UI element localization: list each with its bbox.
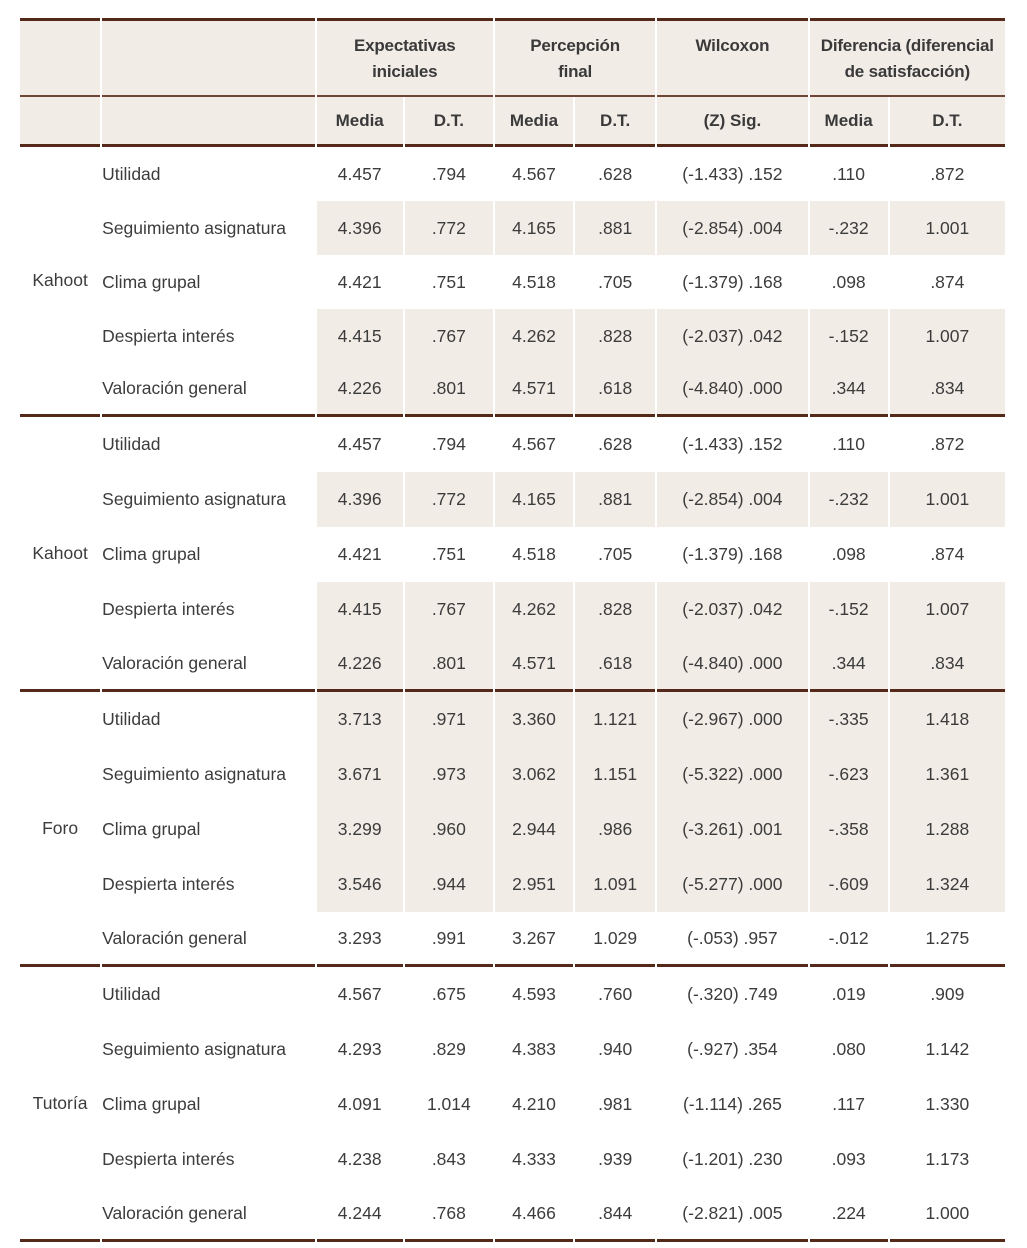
cell-value: (-5.277) .000 [657, 857, 807, 912]
cell-value: 4.333 [495, 1132, 573, 1187]
cell-value: .834 [890, 637, 1005, 692]
cell-value: 4.226 [317, 637, 403, 692]
table-row [20, 1077, 1005, 1132]
row-label: Clima grupal [102, 1077, 314, 1132]
cell-value: .794 [405, 147, 493, 201]
cell-value: 4.091 [317, 1077, 403, 1132]
table-row [20, 417, 1005, 472]
cell-value: .110 [810, 417, 888, 472]
table-header [20, 18, 1005, 147]
row-label: Valoración general [102, 363, 314, 417]
row-label: Seguimiento asignatura [102, 1022, 314, 1077]
cell-value: 4.262 [495, 309, 573, 363]
cell-value: .881 [575, 472, 655, 527]
cell-value: (-1.379) .168 [657, 527, 807, 582]
cell-value: .344 [810, 637, 888, 692]
cell-value: (-5.322) .000 [657, 747, 807, 802]
cell-value: 4.518 [495, 527, 573, 582]
table-row [20, 147, 1005, 201]
cell-value: .772 [405, 201, 493, 255]
group-label: Kahoot [20, 147, 100, 417]
table-row [20, 637, 1005, 692]
cell-value: 4.567 [495, 417, 573, 472]
cell-value: (-2.854) .004 [657, 201, 807, 255]
sub-header-media: Media [810, 97, 888, 147]
cell-value: 4.396 [317, 201, 403, 255]
cell-value: 4.293 [317, 1022, 403, 1077]
cell-value: -.623 [810, 747, 888, 802]
table-row [20, 363, 1005, 417]
table-row [20, 857, 1005, 912]
cell-value: (-2.967) .000 [657, 692, 807, 747]
cell-value: .628 [575, 417, 655, 472]
cell-value: .117 [810, 1077, 888, 1132]
cell-value: .344 [810, 363, 888, 417]
cell-value: .794 [405, 417, 493, 472]
cell-value: .098 [810, 527, 888, 582]
cell-value: .909 [890, 967, 1005, 1022]
table-row [20, 967, 1005, 1022]
cell-value: (-1.379) .168 [657, 255, 807, 309]
cell-value: (-2.854) .004 [657, 472, 807, 527]
cell-value: .960 [405, 802, 493, 857]
cell-value: 1.001 [890, 472, 1005, 527]
cell-value: 3.360 [495, 692, 573, 747]
cell-value: 1.361 [890, 747, 1005, 802]
cell-value: .828 [575, 582, 655, 637]
cell-value: 1.121 [575, 692, 655, 747]
corner-cell [102, 97, 314, 147]
cell-value: 4.165 [495, 201, 573, 255]
column-group-percepcion-final [495, 18, 655, 97]
table-row [20, 472, 1005, 527]
cell-value: .991 [405, 912, 493, 967]
cell-value: .768 [405, 1187, 493, 1242]
cell-value: .971 [405, 692, 493, 747]
header-line: Wilcoxon [695, 36, 770, 55]
cell-value: 1.330 [890, 1077, 1005, 1132]
table-row [20, 802, 1005, 857]
cell-value: -.232 [810, 472, 888, 527]
sub-header-media: Media [317, 97, 403, 147]
cell-value: .618 [575, 363, 655, 417]
column-group-expectativas-iniciales [317, 18, 493, 97]
row-label: Despierta interés [102, 1132, 314, 1187]
table-row [20, 582, 1005, 637]
table-row [20, 912, 1005, 967]
cell-value: 3.671 [317, 747, 403, 802]
cell-value: .767 [405, 309, 493, 363]
cell-value: (-.927) .354 [657, 1022, 807, 1077]
row-label: Utilidad [102, 147, 314, 201]
cell-value: (-3.261) .001 [657, 802, 807, 857]
row-label: Despierta interés [102, 857, 314, 912]
cell-value: 1.029 [575, 912, 655, 967]
cell-value: -.152 [810, 309, 888, 363]
sub-header-dt: D.T. [575, 97, 655, 147]
row-label: Clima grupal [102, 255, 314, 309]
cell-value: .874 [890, 527, 1005, 582]
cell-value: 4.415 [317, 309, 403, 363]
cell-value: 4.457 [317, 417, 403, 472]
cell-value: 3.546 [317, 857, 403, 912]
cell-value: .767 [405, 582, 493, 637]
cell-value: .675 [405, 967, 493, 1022]
cell-value: .801 [405, 363, 493, 417]
cell-value: .751 [405, 527, 493, 582]
cell-value: .019 [810, 967, 888, 1022]
cell-value: 4.226 [317, 363, 403, 417]
table-row [20, 1187, 1005, 1242]
sub-header-dt: D.T. [890, 97, 1005, 147]
cell-value: -.609 [810, 857, 888, 912]
cell-value: 4.571 [495, 637, 573, 692]
cell-value: (-2.037) .042 [657, 309, 807, 363]
sub-header-z-sig: (Z) Sig. [657, 97, 807, 147]
cell-value: .843 [405, 1132, 493, 1187]
group-label: Kahoot [20, 417, 100, 692]
cell-value: 3.713 [317, 692, 403, 747]
cell-value: .872 [890, 417, 1005, 472]
row-label: Seguimiento asignatura [102, 747, 314, 802]
cell-value: 3.267 [495, 912, 573, 967]
cell-value: 1.007 [890, 582, 1005, 637]
header-line: final [558, 62, 593, 81]
cell-value: 1.007 [890, 309, 1005, 363]
cell-value: 1.151 [575, 747, 655, 802]
cell-value: 4.210 [495, 1077, 573, 1132]
cell-value: -.012 [810, 912, 888, 967]
cell-value: 4.383 [495, 1022, 573, 1077]
header-line: Diferencia (diferencial [820, 36, 994, 55]
cell-value: 3.062 [495, 747, 573, 802]
cell-value: -.335 [810, 692, 888, 747]
row-label: Despierta interés [102, 582, 314, 637]
sub-header-dt: D.T. [405, 97, 493, 147]
cell-value: (-1.201) .230 [657, 1132, 807, 1187]
group-label: Tutoría [20, 967, 100, 1242]
cell-value: 4.165 [495, 472, 573, 527]
table-row [20, 1132, 1005, 1187]
cell-value: (-1.433) .152 [657, 147, 807, 201]
table-row [20, 747, 1005, 802]
column-group-wilcoxon [657, 18, 807, 97]
cell-value: 1.173 [890, 1132, 1005, 1187]
row-label: Utilidad [102, 967, 314, 1022]
cell-value: .801 [405, 637, 493, 692]
cell-value: (-.320) .749 [657, 967, 807, 1022]
cell-value: .628 [575, 147, 655, 201]
cell-value: 4.262 [495, 582, 573, 637]
sub-header-media: Media [495, 97, 573, 147]
cell-value: 3.293 [317, 912, 403, 967]
column-group-diferencia [810, 18, 1005, 97]
cell-value: (-4.840) .000 [657, 363, 807, 417]
cell-value: 4.238 [317, 1132, 403, 1187]
cell-value: .760 [575, 967, 655, 1022]
table-row [20, 692, 1005, 747]
cell-value: .829 [405, 1022, 493, 1077]
cell-value: -.152 [810, 582, 888, 637]
group-label: Foro [20, 692, 100, 967]
cell-value: 4.421 [317, 527, 403, 582]
sub-header-row [20, 97, 1005, 147]
cell-value: (-1.114) .265 [657, 1077, 807, 1132]
cell-value: 4.396 [317, 472, 403, 527]
row-label: Seguimiento asignatura [102, 472, 314, 527]
header-line: iniciales [372, 62, 438, 81]
cell-value: .973 [405, 747, 493, 802]
cell-value: .939 [575, 1132, 655, 1187]
cell-value: .874 [890, 255, 1005, 309]
header-line: de satisfacción) [844, 62, 970, 81]
cell-value: 1.000 [890, 1187, 1005, 1242]
cell-value: .110 [810, 147, 888, 201]
header-line: Expectativas [353, 36, 456, 55]
cell-value: 4.244 [317, 1187, 403, 1242]
cell-value: 4.421 [317, 255, 403, 309]
table-row [20, 309, 1005, 363]
row-label: Seguimiento asignatura [102, 201, 314, 255]
satisfaction-stats-table [18, 18, 1007, 1242]
cell-value: .080 [810, 1022, 888, 1077]
cell-value: .705 [575, 527, 655, 582]
cell-value: .828 [575, 309, 655, 363]
cell-value: .834 [890, 363, 1005, 417]
table-row [20, 527, 1005, 582]
cell-value: (-2.821) .005 [657, 1187, 807, 1242]
cell-value: 4.571 [495, 363, 573, 417]
cell-value: -.358 [810, 802, 888, 857]
cell-value: 1.001 [890, 201, 1005, 255]
row-label: Clima grupal [102, 527, 314, 582]
cell-value: .098 [810, 255, 888, 309]
cell-value: .872 [890, 147, 1005, 201]
cell-value: 4.457 [317, 147, 403, 201]
cell-value: 2.951 [495, 857, 573, 912]
cell-value: 1.142 [890, 1022, 1005, 1077]
table-row [20, 201, 1005, 255]
cell-value: .751 [405, 255, 493, 309]
cell-value: -.232 [810, 201, 888, 255]
cell-value: 4.567 [495, 147, 573, 201]
cell-value: .944 [405, 857, 493, 912]
cell-value: 3.299 [317, 802, 403, 857]
column-group-header-row [20, 18, 1005, 97]
cell-value: .844 [575, 1187, 655, 1242]
row-label: Valoración general [102, 637, 314, 692]
corner-cell [20, 97, 100, 147]
cell-value: 4.567 [317, 967, 403, 1022]
corner-cell [20, 18, 100, 97]
cell-value: 1.324 [890, 857, 1005, 912]
cell-value: 1.418 [890, 692, 1005, 747]
row-label: Utilidad [102, 692, 314, 747]
row-label: Clima grupal [102, 802, 314, 857]
cell-value: .940 [575, 1022, 655, 1077]
cell-value: 1.091 [575, 857, 655, 912]
row-label: Valoración general [102, 912, 314, 967]
cell-value: .981 [575, 1077, 655, 1132]
cell-value: (-.053) .957 [657, 912, 807, 967]
cell-value: 1.014 [405, 1077, 493, 1132]
cell-value: (-2.037) .042 [657, 582, 807, 637]
cell-value: 2.944 [495, 802, 573, 857]
table-body [20, 147, 1005, 1242]
cell-value: .772 [405, 472, 493, 527]
cell-value: .986 [575, 802, 655, 857]
cell-value: 4.518 [495, 255, 573, 309]
cell-value: 4.466 [495, 1187, 573, 1242]
table-row [20, 1022, 1005, 1077]
cell-value: .881 [575, 201, 655, 255]
cell-value: .093 [810, 1132, 888, 1187]
cell-value: 4.415 [317, 582, 403, 637]
table-row [20, 255, 1005, 309]
row-label: Valoración general [102, 1187, 314, 1242]
cell-value: .618 [575, 637, 655, 692]
row-label: Despierta interés [102, 309, 314, 363]
header-line: Percepción [530, 36, 620, 55]
cell-value: 4.593 [495, 967, 573, 1022]
corner-cell [102, 18, 314, 97]
cell-value: .224 [810, 1187, 888, 1242]
cell-value: .705 [575, 255, 655, 309]
cell-value: (-4.840) .000 [657, 637, 807, 692]
row-label: Utilidad [102, 417, 314, 472]
cell-value: 1.275 [890, 912, 1005, 967]
cell-value: 1.288 [890, 802, 1005, 857]
cell-value: (-1.433) .152 [657, 417, 807, 472]
